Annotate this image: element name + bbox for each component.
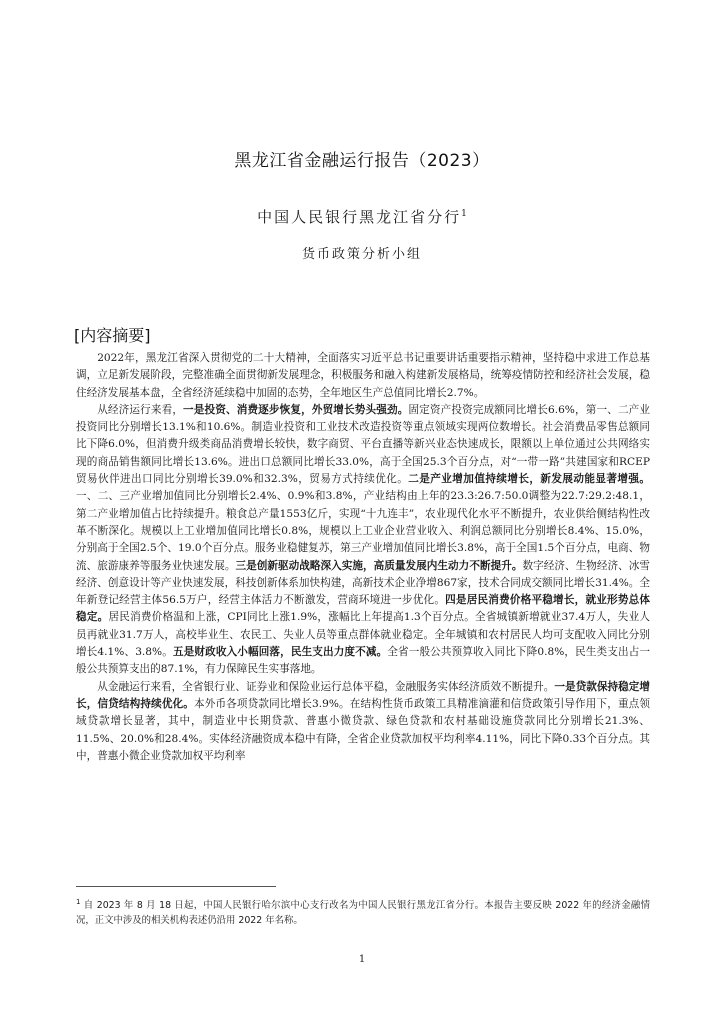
footnote-reference[interactable]: 1 xyxy=(461,209,467,219)
abstract-paragraph xyxy=(76,679,650,765)
paragraph-text: 从经济运行来看， xyxy=(97,403,184,416)
footnote-mark: 1 xyxy=(76,898,81,906)
paragraph-text: 居民消费价格温和上涨，CPI同比上涨1.9%，涨幅比上年提高1.3个百分点。全省城镇新增就业37.4万人，失业人员再就业31.7万人，高校毕业生、农民工、失业人员等重点群体就业稳定。全年城镇和农村居民人均可支配收入同比分别增长4.1%、3.8%。 xyxy=(76,611,651,659)
key-point-heading: 一是贷款保持稳定增长，信贷结构持续优化。 xyxy=(76,680,651,710)
paragraph-text: 2022年，黑龙江省深入贯彻党的二十大精神，全面落实习近平总书记重要讲话重要指示精神，坚持稳中求进工作总基调，立足新发展阶段，完整准确全面贯彻新发展理念，积极服务和融入构建新发展格局，统筹疫情防控和经济社会发展，稳住经济发展基本盘，全省经济延续稳中加固的态势，全年地区生产总值同比增长2.7%。 xyxy=(76,352,650,399)
abstract-paragraph xyxy=(76,402,650,679)
abstract-body xyxy=(76,350,650,765)
key-point-heading: 四是居民消费价格平稳增长，就业形势总体稳定。 xyxy=(76,594,650,624)
paragraph-text: 全省一般公共预算收入同比下降0.8%，民生类支出占一般公共预算支出的87.1%，有力保障民生实事落地。 xyxy=(76,646,651,676)
page-number: 1 xyxy=(358,954,366,965)
report-title: 黑龙江省金融运行报告（2023） xyxy=(234,151,490,171)
paragraph-text: 数字经济、生物经济、冰雪经济、创意设计等产业快速发展，科技创新体系加快构建，高新技术企业净增867家，技术合同成交额同比增长31.4%。全年新登记经营主体56.5万户，经营主体活力不断激发，营商环境进一步优化。 xyxy=(76,559,650,607)
author-group: 货币政策分析小组 xyxy=(301,247,422,262)
footnote xyxy=(76,895,650,928)
paragraph-text: 一、二、三产业增加值同比分别增长2.4%、0.9%和3.8%，产业结构由上年的23.3:26.7:50.0调整为22.7:29.2:48.1，第二产业增加值占比持续提升。粮食总产量1553亿斤，实现“十九连丰”，农业现代化水平不断提升，农业供给侧结构性改革不断深化。规模以上工业增加值同比增长0.8%，规模以上工业企业营业收入、利润总额同比分别增长8.4%、15.0%，分别高于全国2.5个、19.0个百分点。服务业稳健复苏，第三产业增加值同比增长3.8%，高于全国1.5个百分点，电商、物流、旅游康养等服务业快速发展。 xyxy=(76,490,650,572)
footnote-text: 自 2023 年 8 月 18 日起，中国人民银行哈尔滨中心支行改名为中国人民银行黑龙江省分行。本报告主要反映 2022 年的经济金融情况，正文中涉及的相关机构表述仍沿用 2022 年名称。 xyxy=(76,900,650,927)
key-point-heading: 一是投资、消费逐步恢复，外贸增长势头强劲。 xyxy=(183,403,409,416)
issuing-organization xyxy=(0,206,724,227)
paragraph-text: 从金融运行来看，全省银行业、证券业和保险业运行总体平稳，金融服务实体经济质效不断提升。 xyxy=(97,680,555,693)
key-point-heading: 三是创新驱动战略深入实施，高质量发展内生动力不断提升。 xyxy=(235,559,523,572)
abstract-paragraph xyxy=(76,350,650,402)
paragraph-text: 本外币各项贷款同比增长3.9%。在结构性货币政策工具精准滴灌和信贷政策引导作用下，重点领域贷款增长显著，其中，制造业中长期贷款、普惠小微贷款、绿色贷款和农村基础设施贷款同比分别增长21.3%、11.5%、20.0%和28.4%。实体经济融资成本稳中有降，全省企业贷款加权平均利率4.11%，同比下降0.33个百分点。其中，普惠小微企业贷款加权平均利率 xyxy=(76,697,650,762)
abstract-heading: [内容摘要] xyxy=(74,326,151,345)
footnote-divider xyxy=(76,886,276,887)
organization-name: 中国人民银行黑龙江省分行 xyxy=(257,208,462,226)
paragraph-text: 固定资产投资完成额同比增长6.6%，第一、二产业投资同比分别增长13.1%和10.6%。制造业投资和工业技术改造投资等重点领域实现两位数增长。社会消费品零售总额同比下降6.0%，但消费升级类商品消费增长较快，数字商贸、平台直播等新兴业态快速成长，限额以上单位通过公共网络实现的商品销售额同比增长13.6%。进出口总额同比增长33.0%，高于全国25.3个百分点，对“一带一路”共建国家和RCEP贸易伙伴进出口同比分别增长39.0%和32.3%，贸易方式持续优化。 xyxy=(76,403,650,486)
key-point-heading: 二是产业增加值持续增长，新发展动能显著增强。 xyxy=(408,473,650,486)
key-point-heading: 五是财政收入小幅回落，民生支出力度不减。 xyxy=(172,646,388,659)
